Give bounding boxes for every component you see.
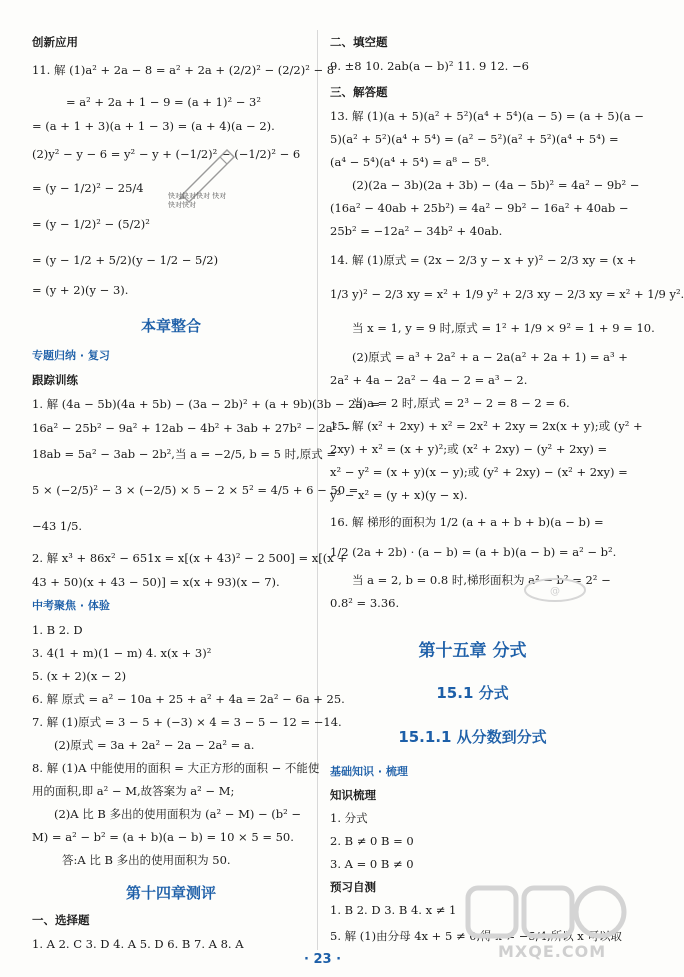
- subheading-yuxi: 预习自测: [330, 880, 376, 894]
- subheading-zhuanti: 专题归纳 · 复习: [32, 349, 110, 362]
- q16-line-3: 当 a = 2, b = 0.8 时,梯形面积为 a² − b² = 2² −: [352, 573, 611, 587]
- subheading-zhongkao: 中考聚焦 · 体验: [32, 599, 110, 612]
- subheading-jichu: 基础知识 · 梳理: [330, 765, 408, 778]
- answer-11-line-1: 11. 解 (1)a² + 2a − 8 = a² + 2a + (2/2)² − (2/2)² − 8: [32, 63, 335, 77]
- fill-answers: 9. ±8 10. 2ab(a − b)² 11. 9 12. −6: [330, 59, 529, 73]
- q2-line-1: 2. 解 x³ + 86x² − 651x = x[(x + 43)² − 2 500] = x[(x +: [32, 551, 348, 565]
- q14-line-4: (2)原式 = a³ + 2a² + a − 2a(a² + 2a + 1) = a³ +: [352, 350, 628, 364]
- zk-answer-8-4: M) = a² − b² = (a + b)(a − b) = 10 × 5 = 50.: [32, 830, 294, 844]
- section-title-test: 第十四章测评: [125, 884, 216, 902]
- heading-chuangxin: 创新应用: [32, 35, 78, 49]
- kp-answer-1: 1. 分式: [330, 811, 368, 825]
- q13-line-5: (16a² − 40ab + 25b²) = 4a² − 9b² − 16a² + 40ab −: [330, 201, 629, 215]
- answer-11-line-7: = (y − 1/2 + 5/2)(y − 1/2 − 5/2): [32, 253, 219, 267]
- q16-line-4: 0.8² = 3.36.: [330, 596, 400, 610]
- q13-line-6: 25b² = −12a² − 34b² + 40ab.: [330, 224, 503, 238]
- q14-line-5: 2a² + 4a − 2a² − 4a − 2 = a³ − 2.: [330, 373, 528, 387]
- subheading-genzong: 跟踪训练: [32, 373, 78, 387]
- answer-11-line-8: = (y + 2)(y − 3).: [32, 283, 129, 297]
- zk-answer-5: 5. (x + 2)(x − 2): [32, 669, 127, 683]
- q1-line-5: −43 1/5.: [32, 519, 83, 533]
- subheading-jieda: 三、解答题: [330, 85, 388, 99]
- q15-line-4: y² − x² = (y + x)(y − x).: [330, 488, 468, 502]
- q14-line-2: 1/3 y)² − 2/3 xy = x² + 1/9 y² + 2/3 xy − 2/3 xy = x² + 1/9 y².: [330, 287, 684, 301]
- answer-11-line-3: = (a + 1 + 3)(a + 1 − 3) = (a + 4)(a − 2).: [32, 119, 275, 133]
- q16-line-1: 16. 解 梯形的面积为 1/2 (a + a + b + b)(a − b) =: [330, 515, 604, 529]
- subheading-zhishi: 知识梳理: [330, 788, 376, 802]
- zk-answer-8-2: 用的面积,即 a² − M,故答案为 a² − M;: [32, 784, 235, 798]
- zk-answer-8-5: 答:A 比 B 多出的使用面积为 50.: [62, 853, 231, 867]
- chapter-title-15: 第十五章 分式: [418, 641, 527, 661]
- kp-answer-2: 2. B ≠ 0 B = 0: [330, 834, 414, 848]
- zk-answer-8-1: 8. 解 (1)A 中能使用的面积 = 大正方形的面积 − 不能使: [32, 761, 320, 775]
- q14-line-1: 14. 解 (1)原式 = (2x − 2/3 y − x + y)² − 2/3 xy = (x +: [330, 253, 637, 267]
- subheading-tiankong: 二、填空题: [330, 35, 388, 49]
- answer-11-line-2: = a² + 2a + 1 − 9 = (a + 1)² − 3²: [66, 95, 261, 109]
- section-title-15-1: 15.1 分式: [436, 684, 509, 702]
- subheading-xuanze: 一、选择题: [32, 913, 90, 927]
- kp-answer-3: 3. A = 0 B ≠ 0: [330, 857, 414, 871]
- q13-line-2: 5)(a² + 5²)(a⁴ + 5⁴) = (a² − 5²)(a² + 5²)(a⁴ + 5⁴) =: [330, 132, 619, 146]
- answer-11-line-6: = (y − 1/2)² − (5/2)²: [32, 217, 150, 231]
- zk-answer-1-2: 1. B 2. D: [32, 623, 83, 637]
- svg-text:@: @: [550, 586, 560, 597]
- q13-line-3: (a⁴ − 5⁴)(a⁴ + 5⁴) = a⁸ − 5⁸.: [330, 155, 490, 169]
- yx-answer-5: 5. 解 (1)由分母 4x + 5 ≠ 0,得 x ≠ −5/4,所以 x 可以取: [330, 929, 622, 943]
- q14-line-6: 当 a = 2 时,原式 = 2³ − 2 = 8 − 2 = 6.: [352, 396, 570, 410]
- q1-line-1: 1. 解 (4a − 5b)(4a + 5b) − (3a − 2b)² + (a + 9b)(3b − 2a) =: [32, 397, 381, 411]
- zk-answer-8-3: (2)A 比 B 多出的使用面积为 (a² − M) − (b² −: [54, 807, 302, 821]
- watermark-mark-icon: [460, 880, 630, 950]
- q16-line-2: 1/2 (2a + 2b) · (a − b) = (a + b)(a − b) = a² − b².: [330, 545, 617, 559]
- q1-line-4: 5 × (−2/5)² − 3 × (−2/5) × 5 − 2 × 5² = 4/5 + 6 − 50 =: [32, 483, 359, 497]
- q13-line-4: (2)(2a − 3b)(2a + 3b) − (4a − 5b)² = 4a² − 9b² −: [352, 178, 640, 192]
- answer-11-line-5: = (y − 1/2)² − 25/4: [32, 181, 144, 195]
- q13-line-1: 13. 解 (1)(a + 5)(a² + 5²)(a⁴ + 5⁴)(a − 5) = (a + 5)(a −: [330, 109, 644, 123]
- q1-line-2: 16a² − 25b² − 9a² + 12ab − 4b² + 3ab + 27b² − 2a² −: [32, 421, 351, 435]
- section-title-15-1-1: 15.1.1 从分数到分式: [398, 728, 547, 746]
- zk-answer-7-1: 7. 解 (1)原式 = 3 − 5 + (−3) × 4 = 3 − 5 − 12 = −14.: [32, 715, 342, 729]
- q1-line-3: 18ab = 5a² − 3ab − 2b²,当 a = −2/5, b = 5 时,原式 =: [32, 447, 337, 461]
- page-number: · 23 ·: [303, 952, 342, 967]
- q15-line-2: 2xy) + x² = (x + y)²;或 (x² + 2xy) − (y² + 2xy) =: [330, 442, 608, 456]
- q14-line-3: 当 x = 1, y = 9 时,原式 = 1² + 1/9 × 9² = 1 + 9 = 10.: [352, 321, 655, 335]
- q15-line-3: x² − y² = (x + y)(x − y);或 (y² + 2xy) − (x² + 2xy) =: [330, 465, 628, 479]
- kuaidui-stamp: 快对快对快对 快对快对快对: [168, 192, 227, 209]
- watermark-text: MXQE.COM: [498, 942, 607, 961]
- q2-line-2: 43 + 50)(x + 43 − 50)] = x(x + 93)(x − 7).: [32, 575, 280, 589]
- zk-answer-3-4: 3. 4(1 + m)(1 − m) 4. x(x + 3)²: [32, 646, 212, 660]
- zk-answer-7-2: (2)原式 = 3a + 2a² − 2a − 2a² = a.: [54, 738, 255, 752]
- q15-line-1: 15. 解 (x² + 2xy) + x² = 2x² + 2xy = 2x(x + y);或 (y² +: [330, 419, 643, 433]
- zk-answer-6: 6. 解 原式 = a² − 10a + 25 + a² + 4a = 2a² − 6a + 25.: [32, 692, 345, 706]
- yx-answers: 1. B 2. D 3. B 4. x ≠ 1: [330, 903, 457, 917]
- answer-11-line-4: (2)y² − y − 6 = y² − y + (−1/2)² − (−1/2)² − 6: [32, 147, 301, 161]
- watermark-logo-small: [520, 575, 590, 605]
- section-title-benzhang: 本章整合: [140, 317, 201, 335]
- pen-icon: [172, 140, 242, 200]
- choice-answers: 1. A 2. C 3. D 4. A 5. D 6. B 7. A 8. A: [32, 937, 244, 951]
